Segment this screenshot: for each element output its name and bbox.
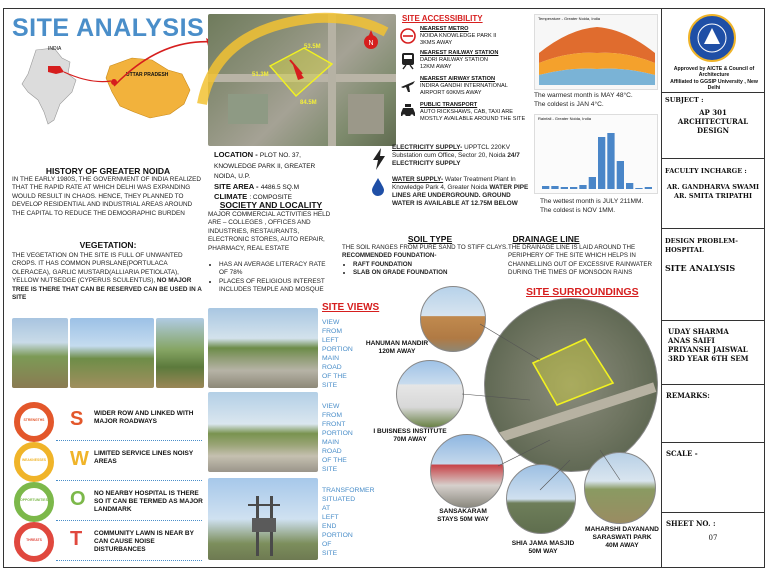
rain-bar (617, 161, 624, 189)
swot-letter: W (70, 448, 89, 470)
place-name: HANUMAN MANDIR (365, 340, 429, 347)
wettest-text: The wettest month is JULY 211MM. (540, 198, 644, 205)
swot-ring-label: WEAKNESSES (21, 458, 47, 462)
problem-cell (662, 228, 764, 320)
accessibility-line: INDIRA GANDHI INTERNATIONAL (420, 83, 508, 89)
swot-divider (56, 440, 202, 441)
rain-bar (542, 186, 549, 189)
accessibility-line: MOSTLY AVAILABLE AROUND THE SITE (420, 116, 526, 122)
rain-bar (607, 133, 614, 189)
train-icon (400, 52, 416, 70)
swot-divider (56, 480, 202, 481)
rain-bar (645, 187, 652, 189)
india-label: INDIA (48, 46, 62, 52)
area-key: SITE AREA - (214, 181, 259, 191)
swot-ring-label: OPPORTUNITIES (20, 498, 48, 502)
site-view-photo-1 (208, 308, 318, 388)
metro-icon (400, 28, 416, 46)
subject-value: AP 301 ARCHITECTURAL DESIGN (677, 108, 749, 135)
swot-ring-label: THREATS (26, 538, 42, 542)
place-caption (504, 540, 582, 556)
location-key: LOCATION - (214, 150, 258, 159)
area-value: 4486.5 SQ.M (260, 183, 300, 191)
state-label: UTTAR PRADESH (126, 72, 169, 78)
swot-letter: S (70, 408, 84, 430)
location-value: PLOT NO. 37, KNOWLEDGE PARK II, GREATER NOIDA, U.P. (214, 152, 316, 181)
swot-text: WIDER ROW AND LINKED WITH MAJOR ROADWAYS (94, 410, 194, 425)
rainfall-chart (534, 114, 658, 194)
vegetation-text (12, 252, 206, 302)
faculty-label: FACULTY INCHARGE : (665, 167, 747, 175)
problem-label: DESIGN PROBLEM- HOSPITAL (665, 237, 738, 254)
rain-bar (589, 177, 596, 189)
place-name: SHIA JAMA MASJID (511, 540, 575, 547)
remarks-cell (662, 384, 764, 442)
accessibility-line: AIRPORT 60KMS AWAY (420, 90, 482, 96)
history-heading: HISTORY OF GREATER NOIDA (45, 166, 171, 176)
accessibility-line: AUTO RICKSHAWS, CAB, TAXI ARE (420, 109, 514, 115)
college-logo (688, 14, 736, 62)
water-drop-icon (372, 178, 384, 196)
swot-letter: T (70, 528, 83, 550)
svg-text:N: N (368, 40, 374, 47)
sheet-no-label: SHEET NO. : (666, 519, 716, 528)
accessibility-line: NOIDA KNOWLEDGE PARK II (420, 33, 497, 39)
year-sem: 3RD YEAR 6TH SEM (668, 354, 749, 363)
soil-rec: RECOMMENDED FOUNDATION- (342, 252, 437, 259)
swot-divider (56, 520, 202, 521)
site-views-heading: SITE VIEWS (322, 302, 380, 313)
soil-bullet: • SLAB ON GRADE FOUNDATION (353, 269, 504, 277)
temperature-chart (534, 14, 658, 90)
swot-ring (14, 482, 54, 522)
vegetation-bold: NO MAJOR TREE IS THERE THAT CAN BE RESERVED CAN BE USED IN A SITE (12, 277, 202, 302)
accessibility-line: 3KMS AWAY (420, 40, 453, 46)
society-text: MAJOR COMMERCIAL ACTIVITIES HELD ARE – COLLEGES , OFFICES AND INDUSTRIES, RESTAURANTS, ELECTRONIC STORES, AUTO REPAIR, PHARMACY, REAL ESTATE (208, 211, 331, 252)
place-distance: 120M AWAY (378, 348, 416, 355)
society-heading: SOCIETY AND LOCALITY (219, 200, 323, 210)
place-distance: 40M AWAY (605, 542, 639, 549)
sheet-no-cell (662, 512, 764, 568)
soil-text: THE SOIL RANGES FROM PURE SAND TO STIFF CLAYS. (342, 244, 508, 251)
page-title: SITE ANALYSIS (12, 14, 205, 42)
swot-divider (56, 560, 202, 561)
electricity-bold: 24/7 ELECTRICITY SUPPLY (392, 152, 520, 167)
rain-bar (598, 137, 605, 189)
water-block (392, 176, 532, 208)
electricity-key: ELECTRICITY SUPPLY- (392, 144, 463, 151)
highlight-arc (196, 8, 396, 108)
taxi-icon (400, 104, 416, 122)
site-view-caption-1: VIEW FROM LEFT PORTION MAIN ROAD OF THE SITE (322, 319, 353, 389)
student-name: UDAY SHARMA (668, 327, 729, 336)
vegetation-photo-1 (12, 318, 68, 388)
swot-text: LIMITED SERVICE LINES NOISY AREAS (94, 450, 194, 465)
rain-bar (579, 185, 586, 189)
dim-side: 51.3M (252, 72, 269, 78)
dim-bottom: 84.5M (300, 100, 317, 106)
place-distance: STAYS 50M WAY (437, 516, 489, 523)
society-bullets (210, 261, 336, 295)
temp-chart-title: Temperature - Greater Noida, India (538, 16, 601, 21)
rain-chart-title: Rainfall - Greater Noida, India (538, 116, 591, 121)
accessibility-title: NEAREST AIRWAY STATION (420, 76, 496, 82)
faculty-value: AR. GANDHARVA SWAMI AR. SMITA TRIPATHI (666, 183, 760, 200)
place-name: I BUISNESS INSTITUTE (373, 428, 447, 435)
remarks-label: REMARKS: (666, 391, 710, 400)
surroundings-heading: SITE SURROUNDINGS (526, 286, 639, 298)
swot-ring-label: STRENGTHS (23, 418, 45, 422)
climate-key: CLIMATE (214, 192, 248, 202)
site-view-caption-2: VIEW FROM FRONT PORTION MAIN ROAD OF THE SITE (322, 403, 353, 473)
vegetation-photo-2 (70, 318, 154, 388)
swot-text: NO NEARBY HOSPITAL IS THERE SO IT CAN BE TERMED AS MAJOR LANDMARK (94, 490, 203, 513)
accessibility-item (420, 102, 530, 123)
site-view-photo-3 (208, 478, 318, 560)
coldest-text: The coldest is JAN 4°C. (534, 101, 604, 108)
north-arrow-icon (362, 28, 380, 52)
dim-top: 53.5M (304, 44, 321, 50)
affiliation-text: Affiliated to GGSIP University , New Delhi (670, 79, 758, 91)
students-cell (662, 320, 764, 384)
driest-text: The coldest is NOV 1MM. (540, 207, 616, 214)
society-bullet: • PLACES OF RELIGIOUS INTEREST INCLUDES TEMPLE AND MOSQUE (219, 278, 336, 295)
accessibility-title: NEAREST RAILWAY STATION (420, 50, 499, 56)
scale-cell (662, 442, 764, 512)
water-bold: WATER PIPE LINES ARE UNDERGROUND. GROUND WATER IS AVAILABLE AT 12.75M BELOW (392, 184, 529, 207)
accessibility-line: 12KM AWAY (420, 64, 452, 70)
place-distance: 50M WAY (528, 548, 558, 555)
place-name: MAHARSHI DAYANAND SARASWATI PARK (585, 526, 659, 541)
drainage-heading: DRAINAGE LINE (512, 234, 580, 244)
accessibility-title: NEAREST METRO (420, 26, 469, 32)
place-distance: 70M AWAY (393, 436, 427, 443)
rain-bar (551, 186, 558, 189)
accessibility-item (420, 26, 530, 47)
subject-cell (662, 92, 764, 158)
water-key: WATER SUPPLY- (392, 176, 444, 183)
soil-bullet: • RAFT FOUNDATION (353, 261, 504, 269)
swot-letter: O (70, 488, 86, 510)
soil-heading: SOIL TYPE (407, 234, 453, 244)
site-view-caption-3: TRANSFORMER SITUATED AT LEFT END PORTION OF SITE (322, 487, 375, 557)
climate-value: : COMPOSITE (249, 194, 292, 202)
rain-bar (635, 188, 642, 189)
rain-bar (561, 187, 568, 189)
student-name: PRIYANSH JAISWAL (668, 345, 748, 354)
swot-ring (14, 402, 54, 442)
vegetation-photo-3 (156, 318, 204, 388)
electricity-block (392, 144, 532, 168)
rain-bar (626, 183, 633, 189)
accessibility-heading: SITE ACCESSIBILITY (402, 14, 483, 23)
vegetation-body: THE VEGETATION ON THE SITE IS FULL OF UNWANTED CROPS. IT HAS COMMON PURSLANE(PORTULACA OLERACEA), GARLIC MUSTARD(ALLIARIA PETIOLATA), YELLOW NUTSEDGE (CYPERUS SCULENTUS), (12, 252, 183, 285)
faculty-cell (662, 158, 764, 228)
vegetation-heading: VEGETATION: (79, 240, 137, 250)
place-name: SANSAKARAM (439, 508, 487, 515)
lightning-icon (372, 148, 386, 170)
swot-ring (14, 522, 54, 562)
accessibility-title: PUBLIC TRANSPORT (420, 102, 478, 108)
plane-icon (400, 78, 416, 96)
approval-text: Approved by AICTE & Council of Architecture (673, 66, 755, 78)
electricity-value: UPPTCL 220KV Substation cum Office, Sector 20, Noida (392, 144, 511, 159)
warmest-text: The warmest month is MAY 48°C. (534, 92, 633, 99)
water-value: Water Treatment Plant In Knowledge Park 4, Greater Noida (392, 176, 516, 191)
sheet-title: SITE ANALYSIS (665, 263, 736, 273)
surroundings-connectors (380, 290, 660, 540)
site-view-photo-2 (208, 392, 318, 472)
swot-text: COMMUNITY LAWN IS NEAR BY CAN CAUSE NOISE DISTURBANCES (94, 530, 194, 553)
scale-label: SCALE - (666, 449, 698, 458)
society-bullet: • HAS AN AVERAGE LITERACY RATE OF 78% (219, 261, 336, 278)
swot-ring (14, 442, 54, 482)
location-block (214, 150, 336, 203)
history-text: IN THE EARLY 1980S, THE GOVERNMENT OF INDIA REALIZED THAT THE RAPID RATE AT WHICH DELHI WAS EXPANDING WOULD RESULT IN CHAOS. HENCE, THEY PLANNED TO DEVELOP RESIDENTIAL AND INDUSTRIAL AREAS AROUND THE CAPITAL TO REDUCE THE DEMOGRAPHIC BURDEN (12, 176, 202, 217)
accessibility-item (420, 76, 530, 97)
sheet-no: 07 (708, 534, 718, 542)
rain-bar (570, 187, 577, 189)
subject-label: SUBJECT : (665, 96, 704, 104)
soil-bullets (344, 261, 504, 278)
accessibility-line: DADRI RAILWAY STATION (420, 57, 488, 63)
student-name: ANAS SAIFI (668, 336, 715, 345)
drainage-text: THE DRAINAGE LINE IS LAID AROUND THE PERIPHERY OF THE SITE WHICH HELPS IN CHANNELLING OUT OF EXCESSIVE RAINWATER DURING THE TIMES OF MONSOON RAINS (508, 244, 652, 277)
accessibility-item (420, 50, 530, 71)
